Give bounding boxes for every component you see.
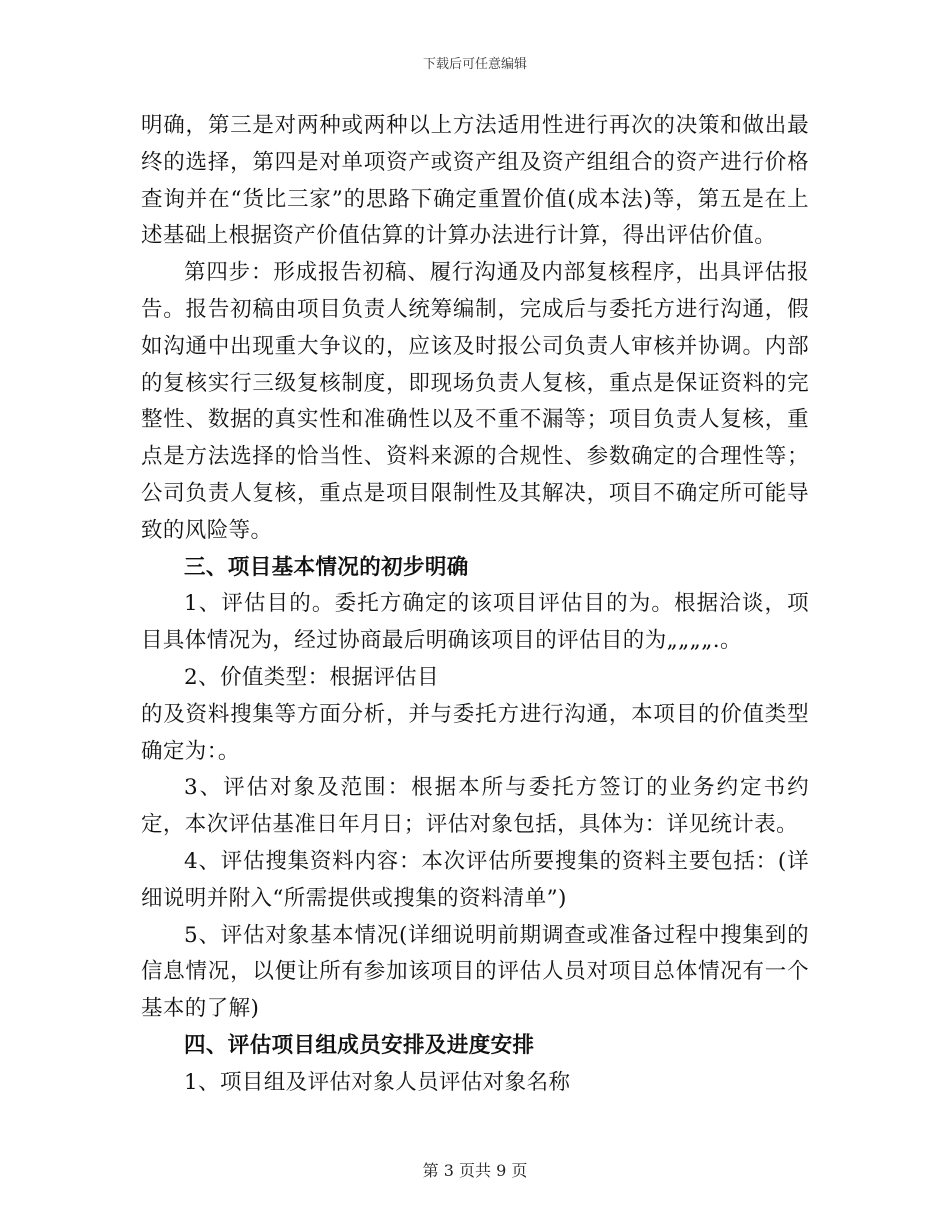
section-heading-three: 三、项目基本情况的初步明确 [184, 554, 469, 580]
document-body [141, 108, 809, 1102]
paragraph-step-four: 第四步：形成报告初稿、履行沟通及内部复核程序，出具评估报告。报告初稿由项目负责人统筹编制，完成后与委托方进行沟通，假如沟通中出现重大争议的，应该及时报公司负责人审核并协调。内部的复核实行三级复核制度，即现场负责人复核，重点是保证资料的完整性、数据的真实性和准确性以及不重不漏等；项目负责人复核，重点是方法选择的恰当性、资料来源的合规性、参数确定的合理性等；公司负责人复核，重点是项目限制性及其解决，项目不确定所可能导致的风险等。 [141, 260, 809, 543]
paragraph-continuation: 明确，第三是对两种或两种以上方法适用性进行再次的决策和做出最终的选择，第四是对单项资产或资产组及资产组组合的资产进行价格查询并在“货比三家”的思路下确定重置价值(成本法)等，第五是在上述基础上根据资产价值估算的计算办法进行计算，得出评估价值。 [141, 113, 809, 249]
item-basic-situation: 5、评估对象基本情况(详细说明前期调查或准备过程中搜集到的信息情况，以便让所有参加该项目的评估人员对项目总体情况有一个基本的了解) [141, 922, 809, 1022]
page-footer: 第 3 页共 9 页 [422, 1161, 528, 1180]
item-value-type-continued: 的及资料搜集等方面分析，并与委托方进行沟通，本项目的价值类型确定为：。 [141, 701, 809, 764]
item-value-type: 2、价值类型：根据评估目 [184, 664, 439, 690]
page-header: 下载后可任意编辑 [422, 57, 527, 72]
item-project-team: 1、项目组及评估对象人员评估对象名称 [184, 1069, 571, 1095]
item-materials-content: 4、评估搜集资料内容：本次评估所要搜集的资料主要包括：(详细说明并附入“所需提供或搜集的资料清单”) [141, 848, 809, 911]
item-evaluation-purpose: 1、评估目的。委托方确定的该项目评估目的为。根据洽谈，项目具体情况为，经过协商最后明确该项目的评估目的为„„„„.。 [141, 591, 809, 654]
item-evaluation-scope: 3、评估对象及范围：根据本所与委托方签订的业务约定书约定，本次评估基准日年月日；评估对象包括，具体为：详见统计表。 [141, 775, 809, 838]
section-heading-four: 四、评估项目组成员安排及进度安排 [184, 1032, 535, 1058]
